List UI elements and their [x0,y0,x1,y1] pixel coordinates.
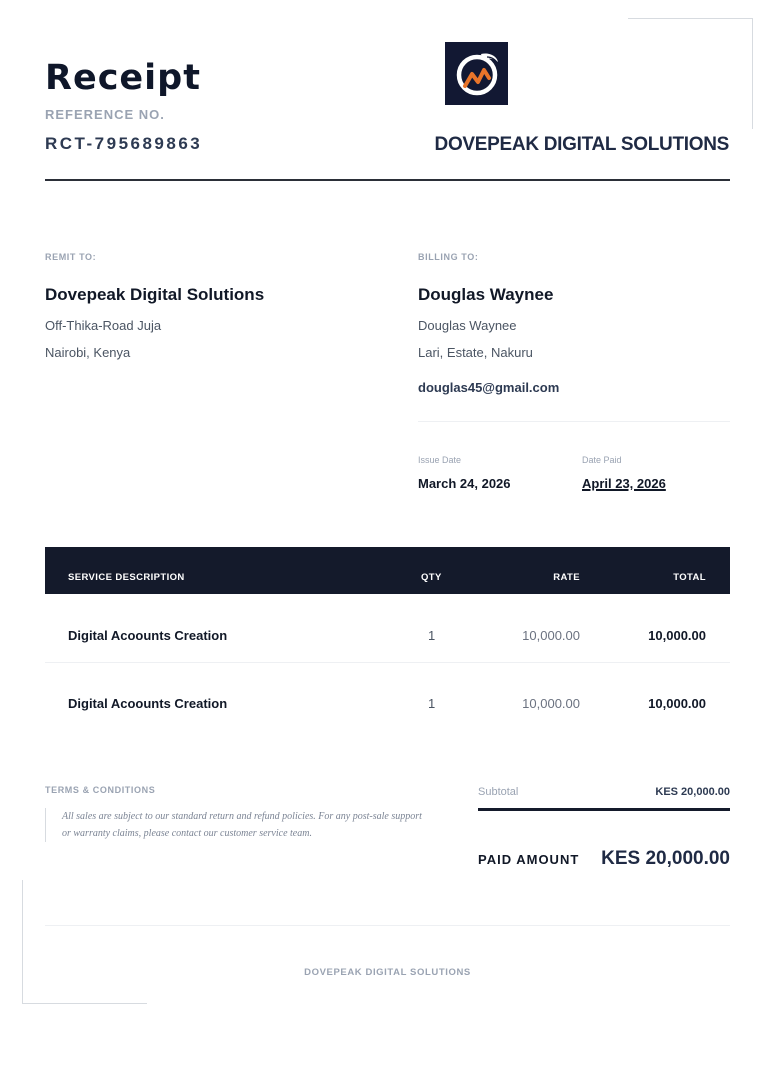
paid-amount-label: PAID AMOUNT [478,852,580,867]
row-total: 10,000.00 [648,696,706,711]
summary-divider [478,808,730,811]
billing-to-line-2: Lari, Estate, Nakuru [418,345,533,360]
row-divider [45,662,730,663]
remit-to-address-line-1: Off-Thika-Road Juja [45,318,162,333]
table-row [45,668,730,736]
dovepeak-logo-icon [445,42,508,105]
issue-date-value: March 24, 2026 [418,476,511,491]
header-divider [45,179,730,181]
table-row [45,600,730,668]
receipt-title: Receipt [45,58,201,98]
terms-label: TERMS & CONDITIONS [45,785,156,795]
col-header-qty: QTY [421,572,442,583]
date-paid-value: April 23, 2026 [582,476,666,491]
decorative-corner-bottom-left [22,880,147,1004]
row-qty: 1 [428,628,436,643]
issue-date-label: Issue Date [418,455,462,465]
row-rate: 10,000.00 [522,696,580,711]
terms-text: All sales are subject to our standard return and refund policies. For any post-sale support or warranty claims, please contact our customer service team. [45,808,422,842]
row-qty: 1 [428,696,436,711]
billing-to-label: BILLING TO: [418,252,479,262]
row-description: Digital Acoounts Creation [68,628,228,643]
reference-label: REFERENCE NO. [45,107,165,122]
col-header-total: TOTAL [673,572,706,583]
date-paid-label: Date Paid [582,455,622,465]
remit-to-address-line-2: Nairobi, Kenya [45,345,131,360]
footer-company-name: DOVEPEAK DIGITAL SOLUTIONS [304,967,471,978]
table-header [45,547,730,594]
remit-to-label: REMIT TO: [45,252,97,262]
decorative-corner-top-right [628,18,753,129]
subtotal-value: KES 20,000.00 [655,786,730,798]
row-description: Digital Acoounts Creation [68,696,228,711]
billing-to-name: Douglas Waynee [418,285,554,304]
subtotal-label: Subtotal [478,786,519,798]
billing-to-line-1: Douglas Waynee [418,318,517,333]
row-rate: 10,000.00 [522,628,580,643]
billing-email: douglas45@gmail.com [418,380,560,395]
col-header-description: SERVICE DESCRIPTION [68,572,185,583]
row-total: 10,000.00 [648,628,706,643]
remit-to-name: Dovepeak Digital Solutions [45,285,265,304]
company-name-header: DOVEPEAK DIGITAL SOLUTIONS [434,134,729,155]
col-header-rate: RATE [553,572,580,583]
billing-divider [418,421,730,422]
footer-divider [45,925,730,926]
paid-amount-value: KES 20,000.00 [601,848,730,869]
reference-number: RCT-795689863 [45,134,203,153]
